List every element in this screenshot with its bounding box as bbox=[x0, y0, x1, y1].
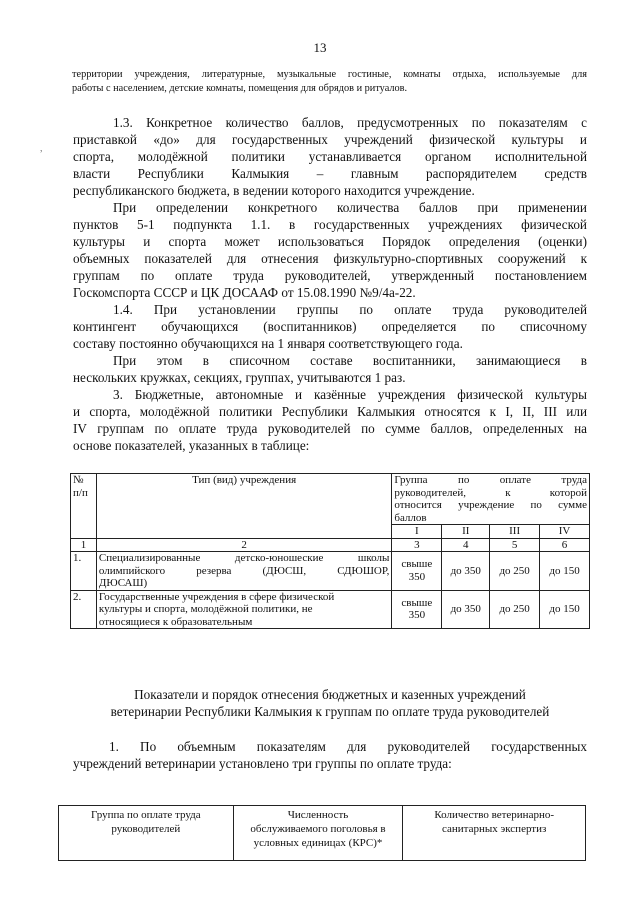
text-line: республиканского бюджета, в ведении которого находится учреждение. bbox=[73, 183, 475, 198]
group-label: II bbox=[442, 525, 490, 539]
text-line: пунктов 5-1 подпункта 1.1. в государственных учреждениях физической bbox=[73, 217, 587, 232]
col-number: 3 bbox=[392, 538, 442, 552]
value-group-1: свыше 350 bbox=[392, 552, 442, 591]
col-number: 5 bbox=[490, 538, 540, 552]
text-line: При этом в списочном составе воспитанники, занимающиеся в bbox=[113, 353, 587, 368]
header-number: № п/п bbox=[71, 474, 97, 539]
header-livestock bbox=[233, 806, 403, 861]
text-line: контингент обучающихся (воспитанников) определяется по списочному bbox=[73, 319, 587, 334]
table-groups-sports bbox=[70, 473, 590, 629]
paragraph-1-4 bbox=[73, 301, 587, 352]
row-number: 2. bbox=[71, 590, 97, 629]
table-groups-vet bbox=[58, 805, 586, 861]
group-label: III bbox=[490, 525, 540, 539]
row-name-line: Специализированные детско-юношеские школы bbox=[98, 552, 390, 564]
section-title-line: ветеринарии Республики Калмыкия к группам по оплате труда руководителей bbox=[110, 704, 550, 719]
intro-text bbox=[72, 68, 587, 96]
paragraph-1-3 bbox=[73, 114, 587, 199]
text-line: культуры и спорта может использоваться Порядок определения (оценки) bbox=[73, 234, 587, 249]
row-name bbox=[96, 590, 391, 629]
text-line: При определении конкретного количества баллов при применении bbox=[113, 200, 587, 215]
text-line: приставкой «до» для государственных учреждений физической культуры и bbox=[73, 132, 587, 147]
header-group-vet bbox=[59, 806, 234, 861]
text-line: 3. Бюджетные, автономные и казённые учреждения физической культуры bbox=[113, 387, 587, 402]
text-line: 1.4. При установлении группы по оплате труда руководителей bbox=[113, 302, 587, 317]
header-group-line: баллов bbox=[394, 511, 427, 524]
row-name-line: олимпийского резерва (ДЮСШ, СДЮШОР, bbox=[98, 564, 390, 577]
header-line: руководителей bbox=[111, 823, 181, 835]
group-label: IV bbox=[540, 525, 590, 539]
text-line: группам по оплате труда руководителей, утвержденный постановлением bbox=[73, 268, 587, 283]
row-name bbox=[96, 552, 391, 591]
header-line: обслуживаемого поголовья в bbox=[250, 823, 386, 835]
paragraph-3 bbox=[73, 386, 587, 454]
header-line: Группа по оплате труда bbox=[91, 809, 201, 821]
intro-line: работы с населением, детские комнаты, помещения для обрядов и ритуалов. bbox=[72, 83, 408, 94]
value-group-2: до 350 bbox=[442, 590, 490, 629]
value-group-4: до 150 bbox=[540, 590, 590, 629]
text-line: спорта, молодёжной политики устанавливается органом исполнительной bbox=[73, 149, 587, 164]
value-group-2: до 350 bbox=[442, 552, 490, 591]
text-line: учреждений ветеринарии установлено три группы по оплате труда: bbox=[73, 756, 452, 771]
header-line: Численность bbox=[287, 809, 349, 821]
page-number: 13 bbox=[313, 40, 327, 55]
value-group-3: до 250 bbox=[490, 552, 540, 591]
header-group-line: относится учреждение по сумме bbox=[394, 499, 587, 511]
value-group-1: свыше 350 bbox=[392, 590, 442, 629]
text-line: и спорта, молодёжной политики Республики Калмыкия относятся к I, II, III или bbox=[73, 404, 587, 419]
header-group-line: руководителей, к которой bbox=[394, 486, 587, 499]
row-name-line: Государственные учреждения в сфере физической bbox=[98, 590, 335, 603]
row-name-line: культуры и спорта, молодёжной политики, не bbox=[98, 603, 313, 615]
row-number: 1. bbox=[71, 552, 97, 591]
text-line: 1. По объемным показателям для руководителей государственных bbox=[109, 739, 587, 754]
paragraph-define-points bbox=[73, 199, 587, 301]
value-group-4: до 150 bbox=[540, 552, 590, 591]
text-line: основе показателей, указанных в таблице: bbox=[73, 438, 310, 453]
text-line: власти Республики Калмыкия – главным распорядителем средств bbox=[73, 166, 587, 181]
text-line: объемных показателей для отнесения физкультурно-спортивных сооружений к bbox=[73, 251, 587, 266]
header-expertise bbox=[403, 806, 586, 861]
header-type: Тип (вид) учреждения bbox=[96, 474, 391, 539]
intro-line: территории учреждения, литературные, музыкальные гостиные, комнаты отдыха, используемые для bbox=[72, 69, 587, 80]
col-number: 1 bbox=[71, 538, 97, 552]
text-line: IV группам по оплате труда руководителей по сумме баллов, определенных на bbox=[73, 421, 587, 436]
value-group-3: до 250 bbox=[490, 590, 540, 629]
header-group bbox=[392, 474, 590, 525]
col-number: 2 bbox=[96, 538, 391, 552]
table-row bbox=[71, 590, 590, 629]
section-title-line: Показатели и порядок отнесения бюджетных и казенных учреждений bbox=[134, 687, 526, 702]
group-label: I bbox=[392, 525, 442, 539]
header-line: условных единицах (КРС)* bbox=[253, 837, 383, 849]
paragraph-list-count bbox=[73, 352, 587, 386]
margin-mark: , bbox=[40, 143, 43, 154]
table-row bbox=[71, 552, 590, 591]
row-name-line: ДЮСАШ) bbox=[98, 577, 148, 589]
header-line: санитарных экспертиз bbox=[441, 823, 547, 835]
header-group-line: Группа по оплате труда bbox=[394, 474, 587, 486]
text-line: нескольких кружках, секциях, группах, учитываются 1 раз. bbox=[73, 370, 406, 385]
header-line: Количество ветеринарно- bbox=[434, 809, 555, 821]
text-line: составу постоянно обучающихся на 1 января соответствующего года. bbox=[73, 336, 463, 351]
row-name-line: относящиеся к образовательным bbox=[98, 615, 253, 628]
text-line: 1.3. Конкретное количество баллов, предусмотренных по показателям с bbox=[113, 115, 587, 130]
col-number: 6 bbox=[540, 538, 590, 552]
paragraph-vet bbox=[73, 738, 587, 772]
text-line: Госкомспорта СССР и ЦК ДОСААФ от 15.08.1990 №9/4а-22. bbox=[73, 285, 416, 300]
section-title bbox=[73, 686, 587, 720]
col-number: 4 bbox=[442, 538, 490, 552]
